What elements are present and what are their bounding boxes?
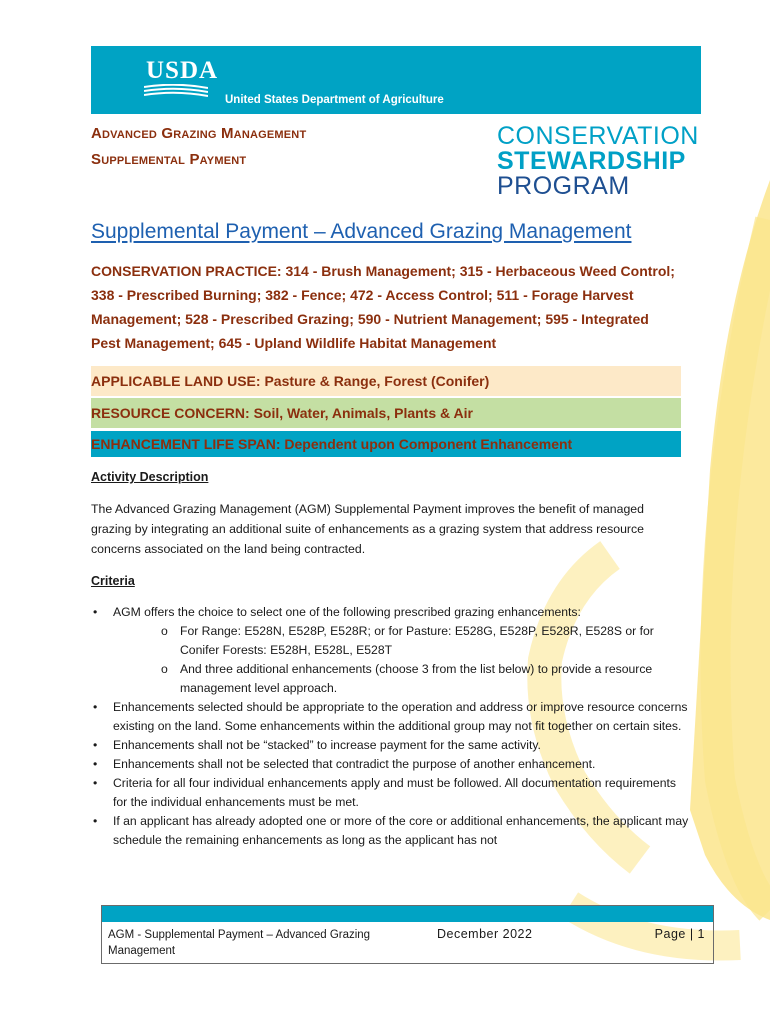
logo-line-conservation: CONSERVATION xyxy=(497,122,699,150)
conservation-practice-text: CONSERVATION PRACTICE: 314 - Brush Management; 315 - Herbaceous Weed Control; 338 - Prescribed Burning; 382 - Fence; 472 - Access Control; 511 - Forage Harvest Management; 528 - Prescribed Grazing; 590 - Nutrient Management; 595 - Integrated Pest Management; 645 - Upland Wildlife Habitat Management xyxy=(91,263,675,351)
conservation-stewardship-program-logo xyxy=(497,124,699,199)
usda-hills-icon xyxy=(144,84,208,98)
criteria-sub-bullet-2: And three additional enhancements (choose 3 from the list below) to provide a resource management level approach. xyxy=(180,662,653,695)
life-span-band: ENHANCEMENT LIFE SPAN: Dependent upon Component Enhancement xyxy=(91,431,681,457)
activity-description-text: The Advanced Grazing Management (AGM) Supplemental Payment improves the benefit of managed grazing by integrating an additional suite of enhancements as a grazing system that address resource concerns associated on the land being contracted. xyxy=(91,502,644,556)
criteria-heading: Criteria xyxy=(91,574,135,588)
footer-date: December 2022 xyxy=(437,927,533,941)
criteria-bullet-5: Criteria for all four individual enhancements apply and must be followed. All documentation requirements for the individual enhancements must be met. xyxy=(113,776,676,809)
agency-name: United States Department of Agriculture xyxy=(225,94,444,106)
document-title-line-1: Advanced Grazing Management xyxy=(91,125,307,142)
list-item xyxy=(91,736,691,755)
document-title xyxy=(91,121,306,173)
criteria-bullet-1: AGM offers the choice to select one of the following prescribed grazing enhancements: xyxy=(113,605,581,619)
usda-header-banner xyxy=(91,46,701,114)
page-footer xyxy=(101,905,714,964)
list-item xyxy=(91,774,691,812)
list-item xyxy=(91,755,691,774)
activity-description-heading: Activity Description xyxy=(91,470,209,484)
sub-list-item xyxy=(113,622,691,660)
usda-logo-text: USDA xyxy=(146,57,219,84)
list-item xyxy=(91,698,691,736)
logo-line-program: PROGRAM xyxy=(497,172,630,200)
criteria-list xyxy=(91,603,691,850)
resource-concern-band: RESOURCE CONCERN: Soil, Water, Animals, Plants & Air xyxy=(91,398,681,428)
land-use-band: APPLICABLE LAND USE: Pasture & Range, Forest (Conifer) xyxy=(91,366,681,396)
footer-color-bar xyxy=(102,906,713,922)
criteria-bullet-6: If an applicant has already adopted one or more of the core or additional enhancements, the applicant may schedule the remaining enhancements as long as the applicant has not xyxy=(113,814,689,847)
document-title-line-2: Supplemental Payment xyxy=(91,151,247,168)
list-item xyxy=(91,603,691,698)
list-item xyxy=(91,812,691,850)
criteria-bullet-4: Enhancements shall not be selected that contradict the purpose of another enhancement. xyxy=(113,757,596,771)
logo-line-stewardship: STEWARDSHIP xyxy=(497,147,686,175)
footer-document-title: AGM - Supplemental Payment – Advanced Grazing Management xyxy=(108,929,371,957)
usda-logo xyxy=(144,57,219,96)
footer-page-number: Page | 1 xyxy=(654,927,705,941)
criteria-bullet-2: Enhancements selected should be appropriate to the operation and address or improve resource concerns existing on the land. Some enhancements within the additional group may not fit together on certain sites. xyxy=(113,700,688,733)
criteria-bullet-3: Enhancements shall not be “stacked” to increase payment for the same activity. xyxy=(113,738,541,752)
section-title: Supplemental Payment – Advanced Grazing Management xyxy=(91,220,632,243)
sub-list-item xyxy=(113,660,691,698)
criteria-sub-bullet-1: For Range: E528N, E528P, E528R; or for Pasture: E528G, E528P, E528R, E528S or for Conifer Forests: E528H, E528L, E528T xyxy=(180,624,654,657)
